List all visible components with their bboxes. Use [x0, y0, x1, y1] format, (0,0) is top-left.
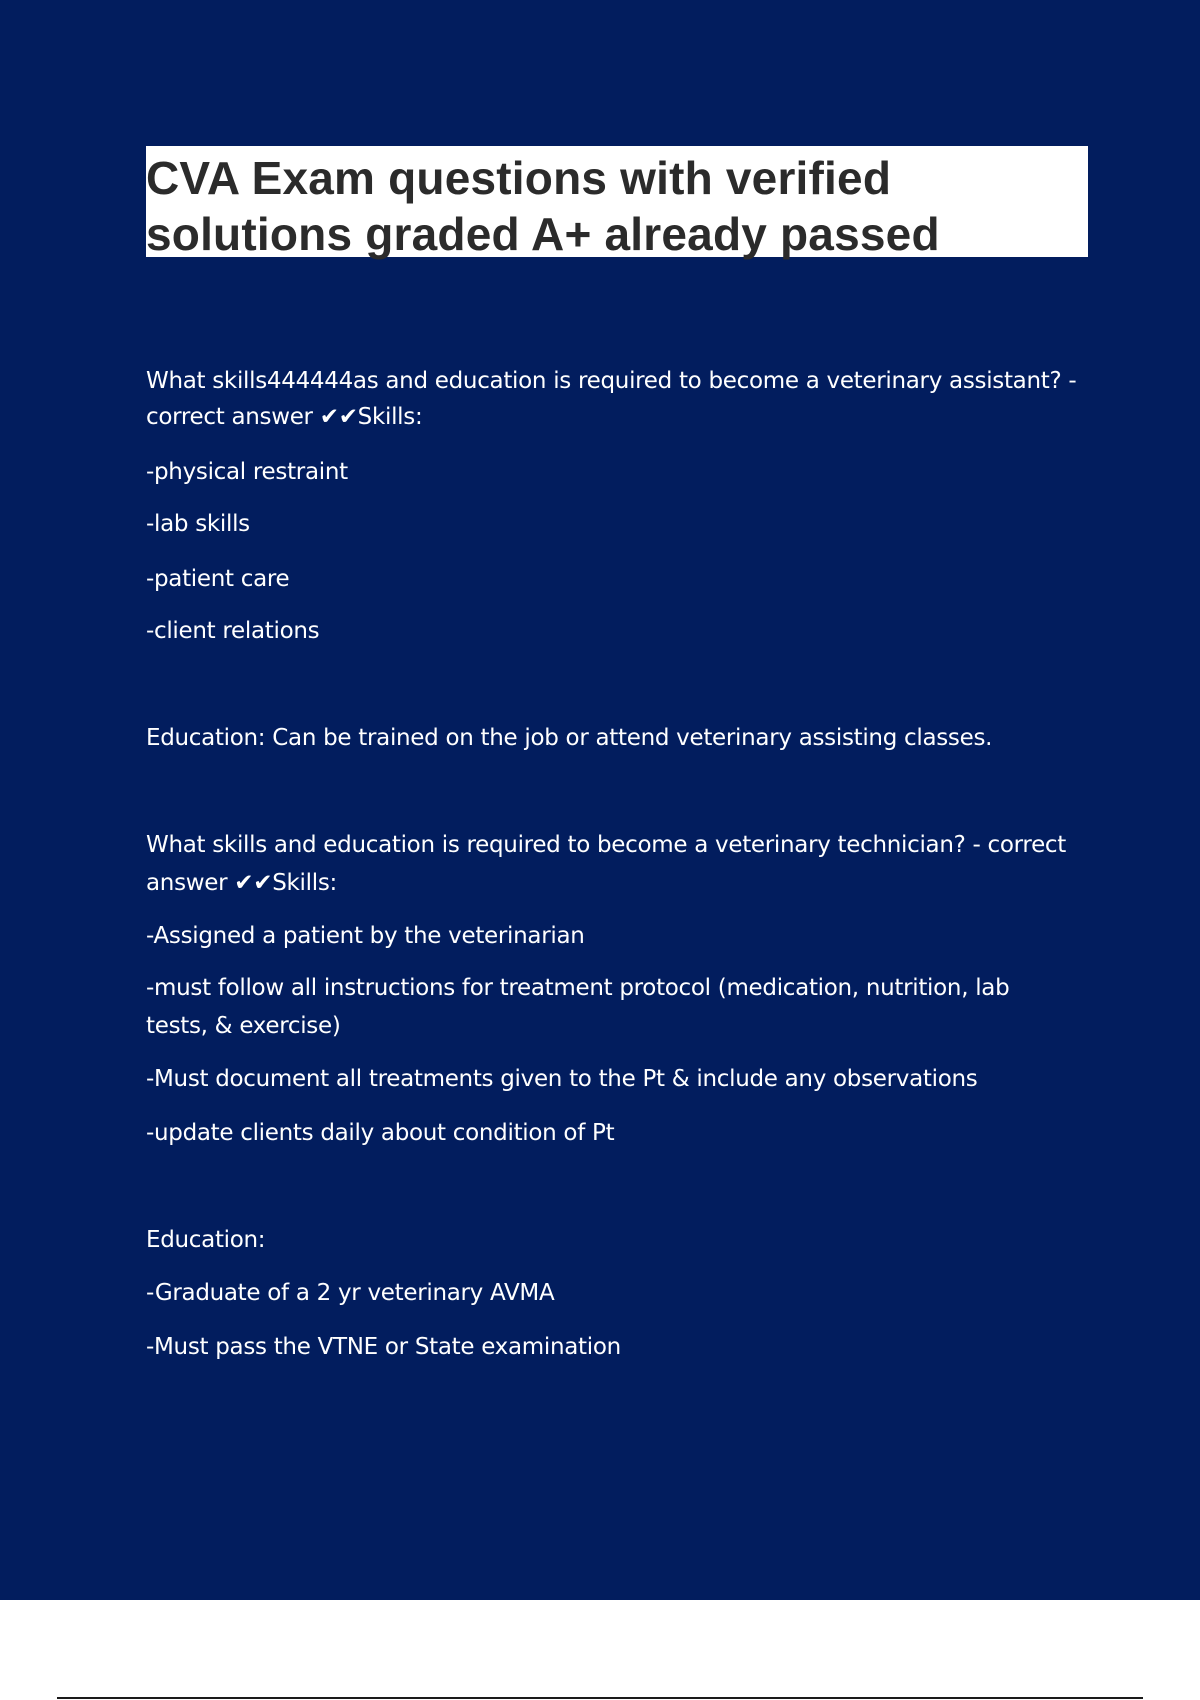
question-1-line-1: What skills444444as and education is required to become a veterinary assistant? -	[146, 368, 1077, 394]
document-title: CVA Exam questions with verified solutions graded A+ already passed	[146, 152, 940, 260]
q1-skill-item: -lab skills	[146, 511, 250, 537]
question-2-line-2: answer ✔✔Skills:	[146, 870, 337, 896]
q2-education-item: -Must pass the VTNE or State examination	[146, 1334, 621, 1360]
q2-education-heading: Education:	[146, 1227, 266, 1253]
question-1-line-2: correct answer ✔✔Skills:	[146, 404, 423, 430]
q2-skill-item: -must follow all instructions for treatment protocol (medication, nutrition, lab	[146, 975, 1010, 1001]
q2-skill-item: -update clients daily about condition of Pt	[146, 1120, 615, 1146]
q2-skill-item: -Must document all treatments given to the Pt & include any observations	[146, 1066, 978, 1092]
q1-education: Education: Can be trained on the job or attend veterinary assisting classes.	[146, 725, 993, 751]
q1-skill-item: -client relations	[146, 618, 320, 644]
question-2-line-1: What skills and education is required to become a veterinary technician? - correct	[146, 832, 1066, 858]
q2-education-item: -Graduate of a 2 yr veterinary AVMA	[146, 1280, 555, 1306]
q2-skill-item: -Assigned a patient by the veterinarian	[146, 923, 585, 949]
title-box	[146, 146, 1088, 260]
q1-skill-item: -patient care	[146, 566, 290, 592]
footer-divider	[57, 1697, 1143, 1699]
q2-skill-item: tests, & exercise)	[146, 1013, 341, 1039]
q1-skill-item: -physical restraint	[146, 459, 348, 485]
